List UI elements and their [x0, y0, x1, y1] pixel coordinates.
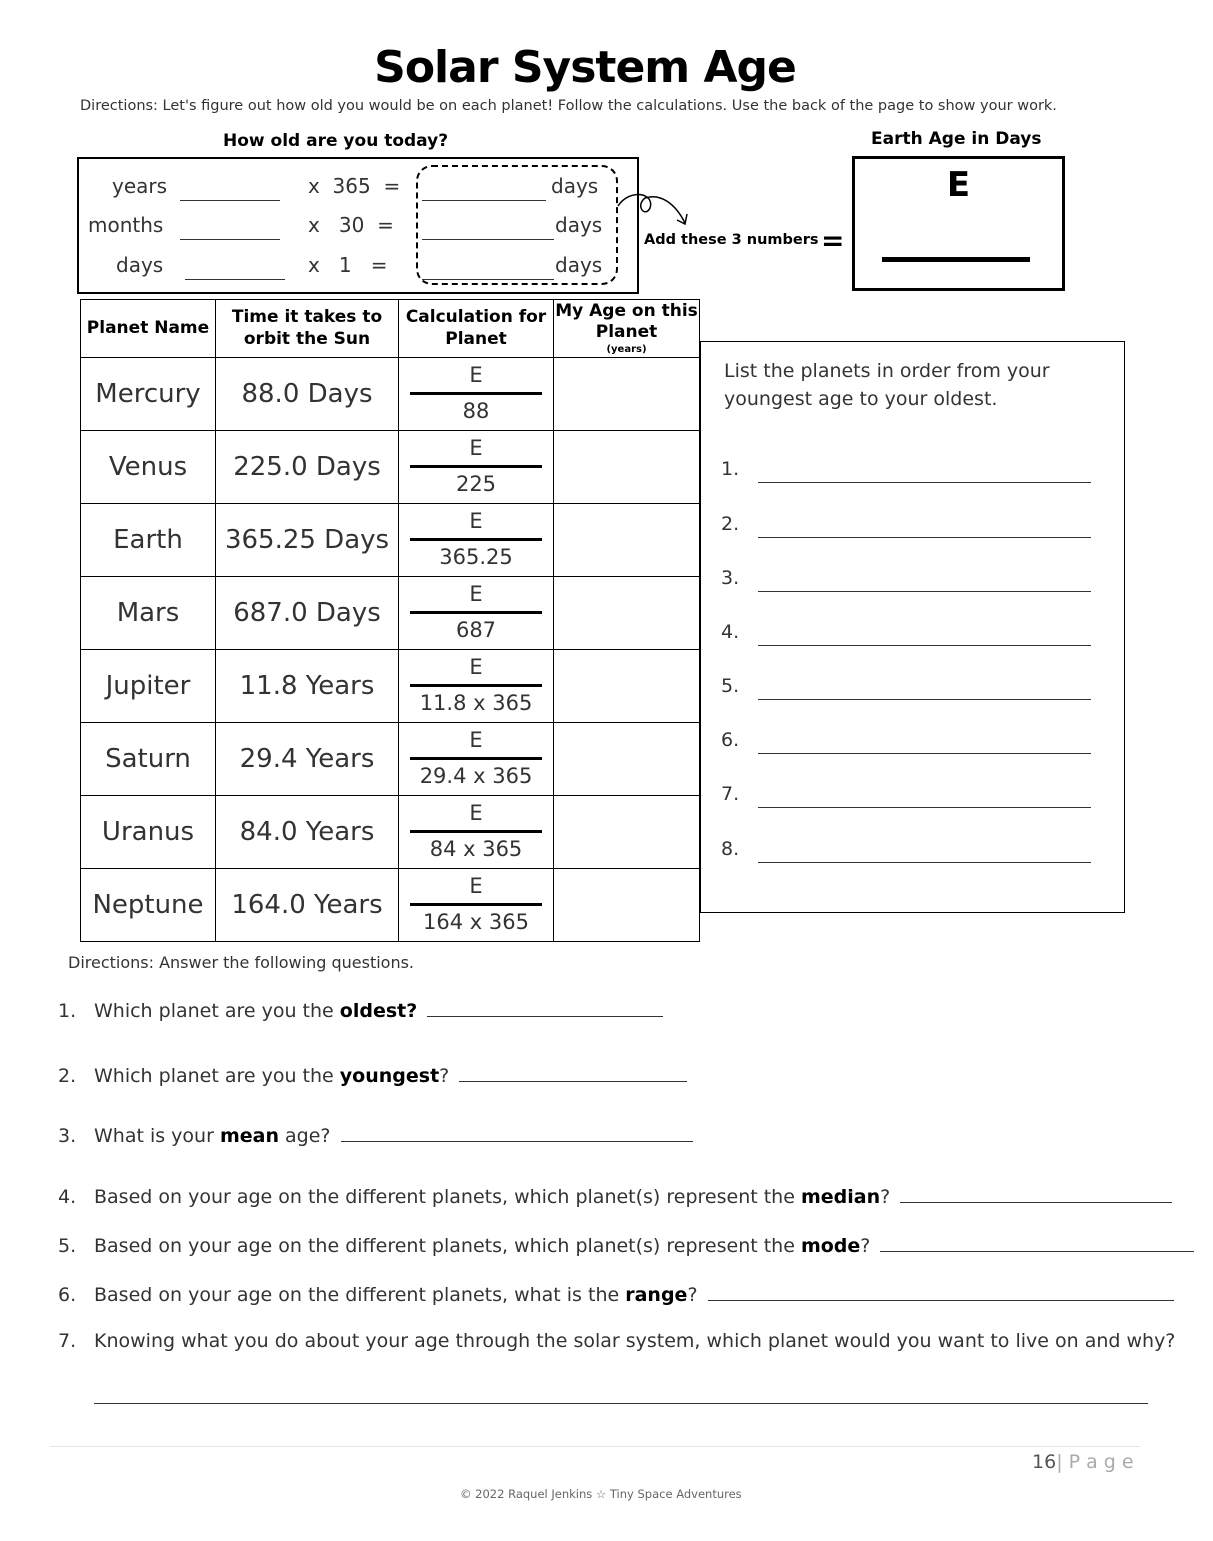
fraction-numerator: E: [410, 728, 542, 760]
planet-name: Venus: [81, 431, 216, 504]
question-text: Which planet are you the: [94, 1000, 340, 1022]
fraction-denominator: 164 x 365: [423, 910, 529, 935]
answer-line[interactable]: [708, 1282, 1174, 1301]
question-keyword: mode: [800, 1235, 861, 1257]
question: [58, 1233, 1194, 1257]
days-input-line[interactable]: [422, 257, 554, 280]
orbit-time: 11.8 Years: [216, 650, 399, 723]
order-answer-line[interactable]: [758, 515, 1091, 538]
order-answer-line[interactable]: [758, 569, 1091, 592]
curved-arrow-icon: [615, 188, 695, 233]
question: [58, 998, 663, 1022]
earth-age-box: [852, 156, 1065, 291]
question-text: Based on your age on the different planets, which planet(s) represent the: [94, 1235, 801, 1257]
question-number: 3.: [58, 1125, 77, 1147]
question-text-end: ?: [880, 1186, 891, 1208]
earth-age-heading: Earth Age in Days: [871, 129, 1042, 149]
orbit-time: 225.0 Days: [216, 431, 399, 504]
question: [58, 1330, 1175, 1352]
fraction-numerator: E: [410, 582, 542, 614]
table-row: [81, 723, 700, 796]
age-box-heading: How old are you today?: [223, 131, 449, 151]
question: [58, 1282, 1174, 1306]
question-number: 4.: [58, 1186, 77, 1208]
table-row: [81, 504, 700, 577]
days-suffix: days: [555, 213, 603, 237]
header-planet: Planet Name: [81, 300, 216, 358]
question-text: Which planet are you the: [94, 1065, 340, 1087]
order-number: 4.: [721, 621, 740, 643]
calculation: [399, 577, 554, 650]
fraction-numerator: E: [410, 436, 542, 468]
page-title: Solar System Age: [374, 42, 796, 93]
fraction-denominator: 29.4 x 365: [419, 764, 533, 789]
question-number: 6.: [58, 1284, 77, 1306]
earth-age-letter: E: [946, 165, 971, 205]
question-text: What is your: [94, 1125, 220, 1147]
fraction-denominator: 687: [455, 618, 497, 643]
order-number: 6.: [721, 729, 740, 751]
my-age-input[interactable]: [554, 504, 700, 577]
question: [58, 1063, 687, 1087]
page-number: [1032, 1451, 1134, 1473]
fraction-denominator: 225: [455, 472, 497, 497]
answer-line[interactable]: [880, 1233, 1194, 1252]
answer-line[interactable]: [459, 1063, 687, 1082]
age-unit-label: years: [112, 174, 168, 198]
orbit-time: 164.0 Years: [216, 869, 399, 942]
answer-line[interactable]: [900, 1184, 1172, 1203]
calculation: [399, 650, 554, 723]
fraction-numerator: E: [410, 655, 542, 687]
header-orbit: Time it takes to orbit the Sun: [216, 300, 399, 358]
answer-line[interactable]: [341, 1123, 693, 1142]
orbit-time: 84.0 Years: [216, 796, 399, 869]
question-text: Based on your age on the different planets, what is the: [94, 1284, 626, 1306]
my-age-input[interactable]: [554, 650, 700, 723]
question-text-end: ?: [860, 1235, 871, 1257]
fraction-numerator: E: [410, 801, 542, 833]
directions: Directions: Let's figure out how old you would be on each planet! Follow the calculations. Use the back of the page to show your work.: [80, 98, 1057, 114]
header-my-age: [554, 300, 700, 358]
add-numbers-label: Add these 3 numbers: [644, 232, 819, 248]
calculation: [399, 796, 554, 869]
planet-name: Earth: [81, 504, 216, 577]
question-keyword: mean: [219, 1125, 279, 1147]
order-answer-line[interactable]: [758, 840, 1091, 863]
order-list-box: [700, 341, 1125, 913]
page-number-value: 16: [1032, 1451, 1057, 1473]
question: [58, 1184, 1172, 1208]
planet-table: [80, 299, 700, 942]
footer-divider: [50, 1446, 1140, 1447]
order-number: 1.: [721, 458, 740, 480]
age-unit-label: months: [88, 213, 164, 237]
order-prompt: List the planets in order from your youngest age to your oldest.: [724, 360, 1050, 410]
my-age-input[interactable]: [554, 796, 700, 869]
question-keyword: range: [625, 1284, 688, 1306]
question-keyword: youngest: [339, 1065, 440, 1087]
order-answer-line[interactable]: [758, 623, 1091, 646]
order-answer-line[interactable]: [758, 460, 1091, 483]
orbit-time: 88.0 Days: [216, 358, 399, 431]
planet-name: Saturn: [81, 723, 216, 796]
question-text: Based on your age on the different planets, which planet(s) represent the: [94, 1186, 801, 1208]
age-input-line[interactable]: [180, 217, 280, 240]
order-number: 7.: [721, 783, 740, 805]
calculation: [399, 504, 554, 577]
table-row: [81, 650, 700, 723]
orbit-time: 365.25 Days: [216, 504, 399, 577]
days-suffix: days: [555, 253, 603, 277]
days-input-line[interactable]: [422, 178, 546, 201]
fraction-numerator: E: [410, 363, 542, 395]
order-answer-line[interactable]: [758, 677, 1091, 700]
header-my-age-label: My Age on this Planet: [555, 301, 698, 343]
equals-sign: =: [821, 224, 845, 257]
order-number: 3.: [721, 567, 740, 589]
fraction-denominator: 84 x 365: [429, 837, 523, 862]
answer-line-q7[interactable]: [94, 1385, 1148, 1404]
questions-directions: Directions: Answer the following questions.: [68, 953, 415, 972]
copyright: © 2022 Raquel Jenkins ☆ Tiny Space Adventures: [460, 1487, 742, 1501]
question-number: 2.: [58, 1065, 77, 1087]
question-keyword: median: [800, 1186, 881, 1208]
planet-name: Mars: [81, 577, 216, 650]
table-row: [81, 431, 700, 504]
table-row: [81, 869, 700, 942]
days-input-line[interactable]: [422, 217, 554, 240]
calculation: [399, 723, 554, 796]
table-row: [81, 358, 700, 431]
fraction-numerator: E: [410, 874, 542, 906]
planet-name: Uranus: [81, 796, 216, 869]
header-years-note: (years): [606, 343, 647, 355]
multiplier: x 365 =: [308, 174, 401, 198]
question-text: Knowing what you do about your age through the solar system, which planet would you want to live on and why?: [94, 1330, 1176, 1352]
calculation: [399, 431, 554, 504]
answer-line[interactable]: [427, 998, 663, 1017]
orbit-time: 29.4 Years: [216, 723, 399, 796]
order-answer-line[interactable]: [758, 785, 1091, 808]
order-answer-line[interactable]: [758, 731, 1091, 754]
calculation: [399, 869, 554, 942]
page-label: | P a g e: [1056, 1451, 1134, 1473]
planet-name: Jupiter: [81, 650, 216, 723]
days-suffix: days: [551, 174, 599, 198]
my-age-input[interactable]: [554, 577, 700, 650]
order-number: 8.: [721, 838, 740, 860]
question-text-end: age?: [279, 1125, 331, 1147]
header-calculation: Calculation for Planet: [399, 300, 554, 358]
my-age-input[interactable]: [554, 869, 700, 942]
planet-name: Mercury: [81, 358, 216, 431]
question-text-end: ?: [439, 1065, 450, 1087]
table-row: [81, 577, 700, 650]
question-keyword: oldest?: [339, 1000, 418, 1022]
question: [58, 1123, 693, 1147]
age-input-line[interactable]: [180, 178, 280, 201]
order-number: 5.: [721, 675, 740, 697]
my-age-input[interactable]: [554, 431, 700, 504]
multiplier: x 1 =: [308, 253, 388, 277]
table-row: [81, 796, 700, 869]
question-number: 7.: [58, 1330, 77, 1352]
multiplier: x 30 =: [308, 213, 394, 237]
planet-name: Neptune: [81, 869, 216, 942]
fraction-denominator: 365.25: [439, 545, 513, 570]
my-age-input[interactable]: [554, 358, 700, 431]
question-text-end: ?: [687, 1284, 698, 1306]
calculation: [399, 358, 554, 431]
fraction-denominator: 11.8 x 365: [419, 691, 533, 716]
orbit-time: 687.0 Days: [216, 577, 399, 650]
fraction-numerator: E: [410, 509, 542, 541]
question-number: 5.: [58, 1235, 77, 1257]
earth-age-answer-line[interactable]: [882, 257, 1030, 262]
fraction-denominator: 88: [462, 399, 490, 424]
age-input-line[interactable]: [185, 257, 285, 280]
question-number: 1.: [58, 1000, 77, 1022]
age-unit-label: days: [116, 253, 164, 277]
my-age-input[interactable]: [554, 723, 700, 796]
order-number: 2.: [721, 513, 740, 535]
